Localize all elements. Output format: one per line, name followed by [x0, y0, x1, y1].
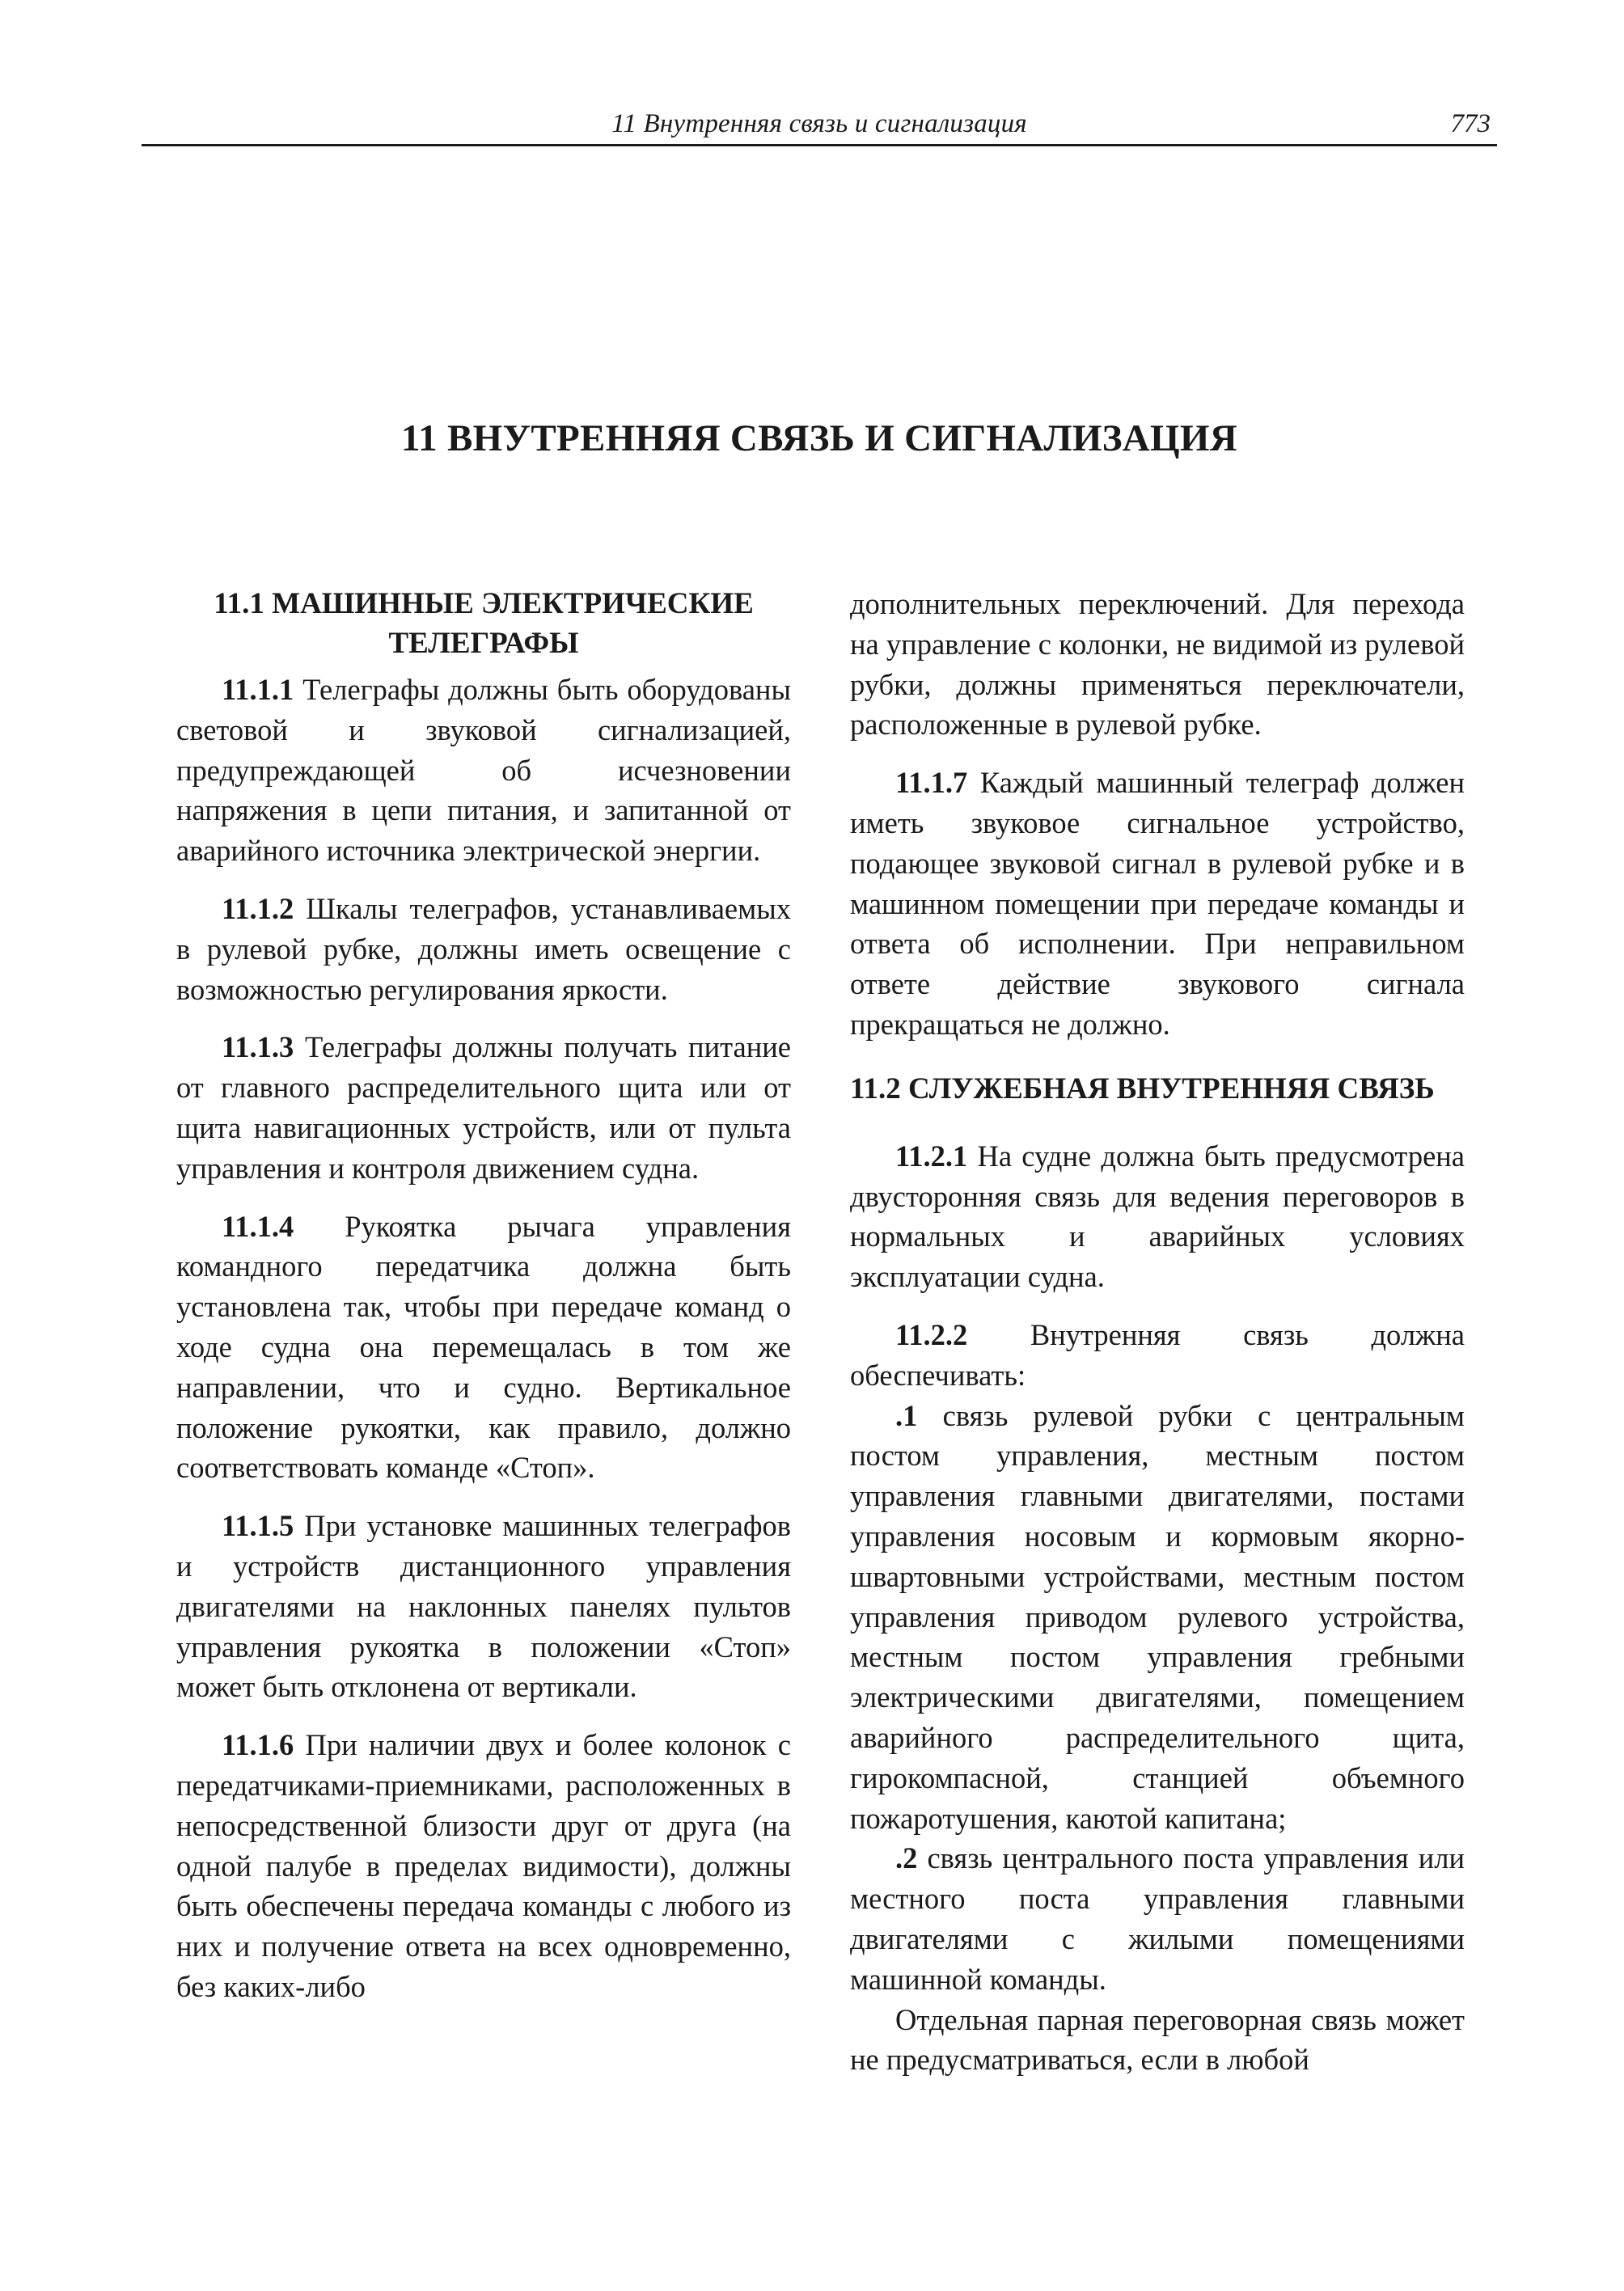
item-text: связь центрального поста управления или местного поста управления главными двигателями с жилыми помещениями машинной команды. — [850, 1841, 1465, 1996]
clause-number: 11.1.2 — [222, 891, 294, 925]
paragraph-11-1-4 — [176, 1207, 791, 1489]
running-head-title: 11 Внутренняя связь и сигнализация — [611, 109, 1027, 138]
section-11-2-heading: 11.2 СЛУЖЕБНАЯ ВНУТРЕННЯЯ СВЯЗЬ — [850, 1072, 1435, 1105]
clause-number: 11.2.2 — [895, 1317, 968, 1351]
list-item-2 — [850, 1838, 1465, 1999]
paragraph-11-2-2-note: Отдельная парная переговорная связь может не предусматриваться, если в любой — [850, 2002, 1465, 2077]
clause-text: При наличии двух и более колонок с передатчиками-приемниками, расположенных в непосредственной близости друг от друга (на одной палубе в пределах видимости), должны быть обеспечены передача команды с любого из них и получение ответа на всех одновременно, без каких-либо — [176, 1728, 791, 2003]
clause-number: 11.1.6 — [222, 1728, 294, 1762]
running-head — [142, 104, 1497, 146]
clause-number: 11.1.5 — [222, 1509, 294, 1543]
paragraph-11-1-5 — [176, 1506, 791, 1707]
chapter-title: 11 ВНУТРЕННЯЯ СВЯЗЬ И СИГНАЛИЗАЦИЯ — [400, 417, 1238, 459]
section-11-1-heading — [176, 584, 791, 663]
clause-text: На судне должна быть предусмотрена двусторонняя связь для ведения переговоров в нормальных и аварийных условиях эксплуатации судна. — [850, 1139, 1465, 1294]
item-number: .2 — [895, 1841, 918, 1875]
right-column — [850, 584, 1465, 2098]
paragraph-11-1-1 — [176, 670, 791, 871]
list-item-1 — [850, 1396, 1465, 1839]
clause-text: При установке машинных телеграфов и устройств дистанционного управления двигателями на наклонных панелях пультов управления рукоятка в положении «Стоп» может быть отклонена от вертикали. — [176, 1509, 791, 1704]
item-number: .1 — [895, 1398, 918, 1432]
left-column — [176, 584, 791, 2025]
clause-text: Шкалы телеграфов, устанавливаемых в рулевой рубке, должны иметь освещение с возможностью регулирования яркости. — [176, 891, 791, 1006]
paragraph-11-2-1 — [850, 1136, 1465, 1297]
clause-number: 11.1.4 — [222, 1209, 294, 1243]
paragraph-11-1-7 — [850, 763, 1465, 1045]
page-number: 773 — [1450, 109, 1491, 138]
clause-number: 11.1.1 — [222, 673, 294, 706]
clause-number: 11.2.1 — [895, 1139, 968, 1173]
paragraph-11-1-6 — [176, 1725, 791, 2007]
section-11-1-heading-line1: 11.1 МАШИННЫЕ ЭЛЕКТРИЧЕСКИЕ — [214, 587, 754, 620]
clause-number: 11.1.3 — [222, 1030, 294, 1064]
clause-text: Каждый машинный телеграф должен иметь звуковое сигнальное устройство, подающее звуковой сигнал в рулевой рубке и в машинном помещении при передаче команды и ответа об исполнении. При неправильном ответе действие звукового сигнала прекращаться не должно. — [850, 766, 1465, 1041]
paragraph-11-1-2 — [176, 889, 791, 1009]
clause-text: Телеграфы должны получать питание от главного распределительного щита или от щита навигационных устройств, или от пульта управления и контроля движением судна. — [176, 1030, 791, 1185]
section-11-1-heading-line2: ТЕЛЕГРАФЫ — [388, 627, 579, 660]
paragraph-11-1-6-continued: дополнительных переключений. Для перехода на управление с колонки, не видимой из рулевой рубки, должны применяться переключатели, расположенные в рулевой рубке. — [850, 587, 1465, 742]
clause-text: Телеграфы должны быть оборудованы световой и звуковой сигнализацией, предупреждающей об исчезновении напряжения в цепи питания, и запитанной от аварийного источника электрической энергии. — [176, 673, 791, 868]
clause-number: 11.1.7 — [895, 766, 968, 800]
paragraph-11-2-2 — [850, 1315, 1465, 1396]
clause-text: Рукоятка рычага управления командного передатчика должна быть установлена так, чтобы при передаче команд о ходе судна она перемещалась в том же направлении, что и судно. Вертикальное положение рукоятки, как правило, должно соответствовать команде «Стоп». — [176, 1209, 791, 1485]
clause-text: Внутренняя связь должна обеспечивать: — [850, 1317, 1465, 1392]
item-text: связь рулевой рубки с центральным постом управления, местным постом управления главными двигателями, постами управления носовым и кормовым якорно-швартовными устройствами, местным постом управления приводом рулевого устройства, местным постом управления гребными электрическими двигателями, помещением аварийного распределительного щита, гирокомпасной, станцией объемного пожаротушения, каютой капитана; — [850, 1398, 1465, 1835]
paragraph-11-1-3 — [176, 1027, 791, 1188]
